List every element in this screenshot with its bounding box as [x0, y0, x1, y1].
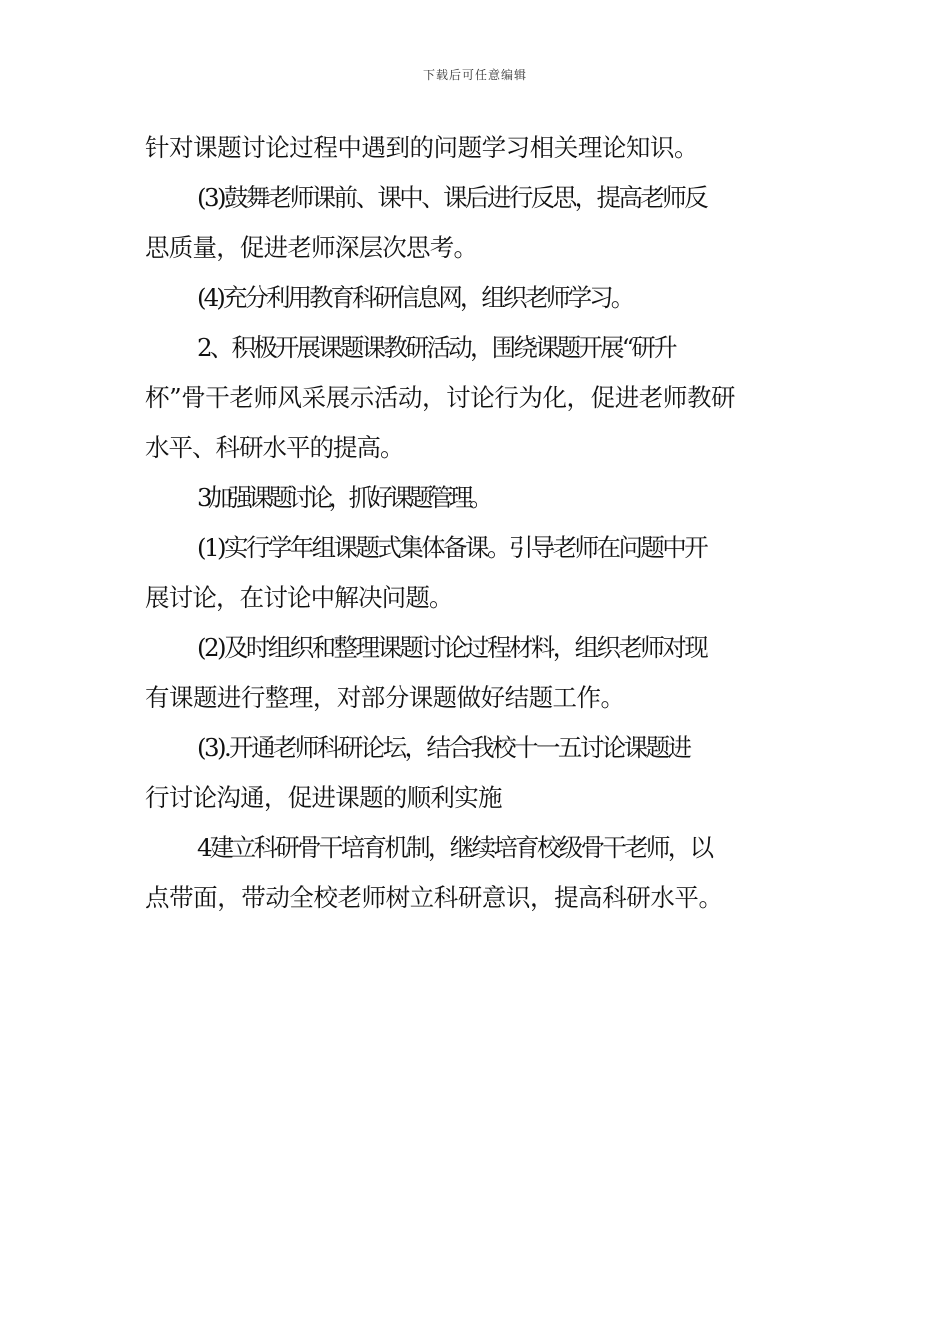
text-line: 有课题进行整理，对部分课题做好结题工作。	[145, 683, 625, 712]
text-line: 2、积极开展课题课教研活动，围绕课题开展“研升	[197, 333, 675, 362]
text-line: 4建立科研骨干培育机制，继续培育校级骨干老师，以	[197, 833, 712, 862]
text-line: 点带面，带动全校老师树立科研意识，提高科研水平。	[145, 883, 723, 912]
text-line: (3)鼓舞老师课前、课中、课后进行反思，提高老师反	[197, 183, 707, 212]
text-line: 行讨论沟通，促进课题的顺利实施	[145, 783, 502, 812]
text-line: 针对课题讨论过程中遇到的问题学习相关理论知识。	[145, 133, 699, 162]
text-line: 杯”骨干老师风采展示活动，讨论行为化，促进老师教研	[145, 383, 736, 412]
text-line: 水平、科研水平的提高。	[145, 433, 404, 462]
text-line: (4)充分利用教育科研信息网，组织老师学习。	[197, 283, 633, 312]
text-line: (1)实行学年组课题式集体备课。引导老师在问题中开	[197, 533, 707, 562]
text-line: 3加强课题讨论，抓好课题管理。	[197, 483, 490, 512]
text-line: 展讨论，在讨论中解决问题。	[145, 583, 453, 612]
text-line: (3).开通老师科研论坛，结合我校十一五讨论课题进	[197, 733, 690, 762]
text-line: (2)及时组织和整理课题讨论过程材料，组织老师对现	[197, 633, 707, 662]
page-header: 下载后可任意编辑	[422, 68, 527, 82]
text-line: 思质量，促进老师深层次思考。	[145, 233, 478, 262]
